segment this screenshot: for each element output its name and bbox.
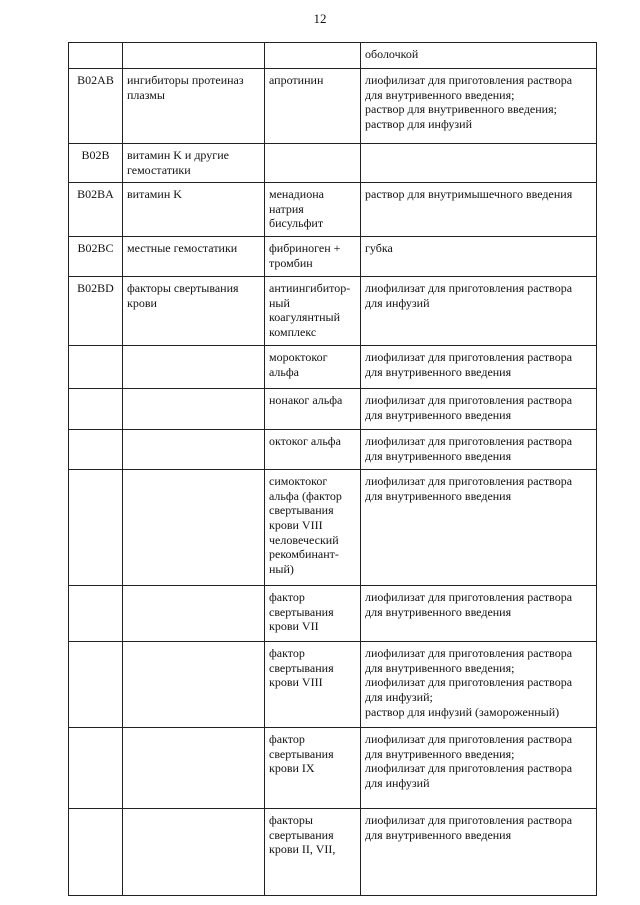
drug-name-cell xyxy=(265,728,361,809)
cell-text-line: факторы свертывания xyxy=(127,281,239,296)
cell-text-line: для внутривенного введения xyxy=(365,448,512,463)
cell-text-line: лиофилизат для приготовления раствора xyxy=(365,590,573,605)
dosage-form-cell xyxy=(361,809,597,896)
cell-text-line: для инфузий xyxy=(365,295,430,310)
cell-text-line: для внутривенного введения; xyxy=(365,746,515,761)
cell-text-line: раствор для инфузий (замороженный) xyxy=(365,704,560,719)
dosage-form-cell xyxy=(361,586,597,642)
cell-text-line: тромбин xyxy=(269,255,313,270)
atc-group-cell xyxy=(123,346,265,389)
cell-text-line: местные гемостатики xyxy=(127,241,238,256)
table-row xyxy=(69,346,597,389)
cell-text-line: раствор для внутримышечного введения xyxy=(365,187,573,202)
cell-text-line: крови VIII xyxy=(269,517,323,532)
cell-text-line: фактор xyxy=(269,590,305,605)
cell-text-line: плазмы xyxy=(127,87,165,102)
atc-code-cell xyxy=(69,389,123,430)
atc-group-cell xyxy=(123,277,265,346)
cell-text-line: менадиона xyxy=(269,187,324,202)
dosage-form-cell xyxy=(361,237,597,277)
cell-text-line: для внутривенного введения xyxy=(365,827,512,842)
cell-text-line: апротинин xyxy=(269,73,324,87)
cell-text-line: свертывания xyxy=(269,660,334,675)
drug-name-cell xyxy=(265,277,361,346)
cell-text-line: фибриноген + xyxy=(269,241,341,256)
atc-group-cell xyxy=(123,237,265,277)
cell-text-line: лиофилизат для приготовления раствора xyxy=(365,761,573,776)
cell-text-line: для внутривенного введения xyxy=(365,364,512,379)
atc-group-cell xyxy=(123,642,265,728)
drug-name-cell xyxy=(265,586,361,642)
cell-text-line: свертывания xyxy=(269,503,334,518)
cell-text-line: лиофилизат для приготовления раствора xyxy=(365,350,573,365)
dosage-form-cell xyxy=(361,430,597,470)
dosage-form-cell xyxy=(361,43,597,69)
cell-text-line: для инфузий xyxy=(365,775,430,790)
atc-code-cell xyxy=(69,470,123,586)
cell-text-line: крови VIII xyxy=(269,675,323,690)
cell-text-line: лиофилизат для приготовления раствора xyxy=(365,393,573,408)
cell-text-line: лиофилизат для приготовления раствора xyxy=(365,646,573,661)
cell-text-line: лиофилизат для приготовления раствора xyxy=(365,73,573,87)
cell-text-line: крови xyxy=(127,295,157,310)
atc-code-cell: B02BC xyxy=(69,237,123,277)
drug-name-cell xyxy=(265,144,361,183)
atc-code-cell: B02BD xyxy=(69,277,123,346)
atc-code-cell xyxy=(69,642,123,728)
cell-text-line: симоктоког xyxy=(269,474,328,489)
cell-text-line: лиофилизат для приготовления раствора xyxy=(365,732,573,747)
cell-text-line: крови VII xyxy=(269,619,319,634)
atc-code-cell: B02AB xyxy=(69,69,123,144)
atc-code-cell: B02B xyxy=(69,144,123,183)
table-row xyxy=(69,728,597,809)
cell-text-line: раствор для инфузий xyxy=(365,116,472,131)
atc-group-cell xyxy=(123,470,265,586)
cell-text-line: ный) xyxy=(269,561,294,576)
cell-text-line: комплекс xyxy=(269,324,317,339)
cell-text-line: натрия xyxy=(269,201,304,216)
cell-text-line: свертывания xyxy=(269,604,334,619)
cell-text-line: альфа xyxy=(269,364,299,379)
table-row xyxy=(69,43,597,69)
cell-text-line: свертывания xyxy=(269,746,334,761)
cell-text-line: для внутривенного введения; xyxy=(365,87,515,102)
cell-text-line: антиингибитор- xyxy=(269,281,351,296)
page-number: 12 xyxy=(313,11,327,26)
cell-text-line: лиофилизат для приготовления раствора xyxy=(365,281,573,296)
cell-text-line: лиофилизат для приготовления раствора xyxy=(365,813,573,828)
cell-text-line: гемостатики xyxy=(127,162,191,177)
cell-text-line: лиофилизат для приготовления раствора xyxy=(365,675,573,690)
cell-text-line: для внутривенного введения xyxy=(365,604,512,619)
cell-text-line: фактор xyxy=(269,732,305,747)
atc-code-cell xyxy=(69,586,123,642)
drug-name-cell xyxy=(265,809,361,896)
drug-name-cell xyxy=(265,389,361,430)
cell-text-line: коагулянтный xyxy=(269,310,341,325)
table-row xyxy=(69,144,597,183)
dosage-form-cell xyxy=(361,470,597,586)
cell-text-line: витамин K и другие xyxy=(127,148,229,162)
table-row xyxy=(69,586,597,642)
atc-group-cell xyxy=(123,809,265,896)
drug-name-cell xyxy=(265,69,361,144)
atc-group-cell xyxy=(123,430,265,470)
drug-name-cell xyxy=(265,430,361,470)
table-row xyxy=(69,809,597,896)
atc-group-cell xyxy=(123,586,265,642)
drug-name-cell xyxy=(265,183,361,237)
cell-text-line: нонаког альфа xyxy=(269,393,343,408)
cell-text-line: ингибиторы протеиназ xyxy=(127,73,244,87)
cell-text-line: свертывания xyxy=(269,827,334,842)
drug-name-cell xyxy=(265,237,361,277)
cell-text-line: крови IX xyxy=(269,761,315,776)
table-row xyxy=(69,642,597,728)
cell-text-line: человеческий xyxy=(269,532,339,547)
dosage-form-cell xyxy=(361,346,597,389)
table-row xyxy=(69,237,597,277)
cell-text-line: крови II, VII, xyxy=(269,842,336,857)
atc-code-cell xyxy=(69,346,123,389)
cell-text-line: для внутривенного введения xyxy=(365,488,512,503)
cell-text-line: для внутривенного введения xyxy=(365,407,512,422)
atc-group-cell xyxy=(123,69,265,144)
table-row xyxy=(69,470,597,586)
cell-text-line: раствор для внутривенного введения; xyxy=(365,102,557,117)
dosage-form-cell xyxy=(361,144,597,183)
cell-text-line: ный xyxy=(269,295,290,310)
dosage-form-cell xyxy=(361,69,597,144)
cell-text-line: для внутривенного введения; xyxy=(365,660,515,675)
atc-code-cell xyxy=(69,809,123,896)
cell-text-line: альфа (фактор xyxy=(269,488,342,503)
dosage-form-cell xyxy=(361,277,597,346)
drug-name-cell xyxy=(265,470,361,586)
atc-group-cell xyxy=(123,43,265,69)
cell-text-line: факторы xyxy=(269,813,313,828)
table-row xyxy=(69,277,597,346)
atc-group-cell xyxy=(123,144,265,183)
table-row xyxy=(69,389,597,430)
dosage-form-cell xyxy=(361,728,597,809)
drug-name-cell xyxy=(265,642,361,728)
cell-text-line: мороктоког xyxy=(269,350,328,365)
atc-group-cell xyxy=(123,389,265,430)
atc-group-cell xyxy=(123,728,265,809)
cell-text-line: рекомбинант- xyxy=(269,547,339,562)
dosage-form-cell xyxy=(361,642,597,728)
atc-code-cell xyxy=(69,430,123,470)
cell-text-line: бисульфит xyxy=(269,216,324,231)
atc-code-cell xyxy=(69,728,123,809)
cell-text-line: оболочкой xyxy=(365,47,419,61)
atc-code-cell xyxy=(69,43,123,69)
drug-name-cell xyxy=(265,346,361,389)
table-row xyxy=(69,183,597,237)
cell-text-line: фактор xyxy=(269,646,305,661)
cell-text-line: витамин K xyxy=(127,187,182,202)
drug-table xyxy=(68,42,597,896)
cell-text-line: лиофилизат для приготовления раствора xyxy=(365,474,573,489)
cell-text-line: губка xyxy=(365,241,393,256)
dosage-form-cell xyxy=(361,183,597,237)
dosage-form-cell xyxy=(361,389,597,430)
cell-text-line: для инфузий; xyxy=(365,689,433,704)
drug-name-cell xyxy=(265,43,361,69)
atc-group-cell xyxy=(123,183,265,237)
table-row xyxy=(69,69,597,144)
cell-text-line: лиофилизат для приготовления раствора xyxy=(365,434,573,449)
table-row xyxy=(69,430,597,470)
cell-text-line: октоког альфа xyxy=(269,434,341,449)
atc-code-cell: B02BA xyxy=(69,183,123,237)
